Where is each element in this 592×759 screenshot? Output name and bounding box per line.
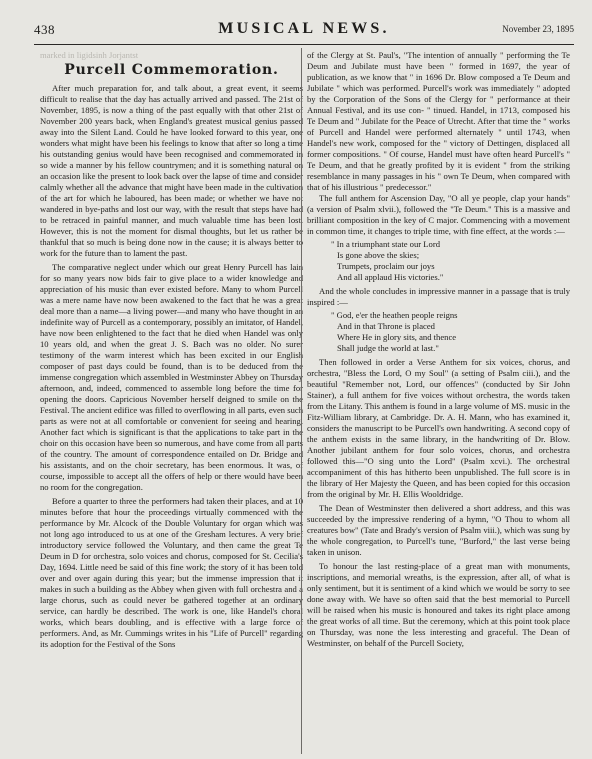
- verse-line: And all applaud His victories.": [337, 272, 444, 282]
- paragraph: Then followed in order a Verse Anthem for six voices, chorus, and orchestra, "Bless the Lord, O my Soul" (a setting of Psalm ciii.), and the beautiful "Remember not, Lord, our offences" (conducted by Sir John Stainer), a full anthem for five voices without orchestra, the words taken from the Litany. This anthem is found in a large volume of MS. music in the Fitz-William library, at Cambridge. Dr. A. H. Mann, who has examined it, considers the manuscript to be Purcell's own handwriting. A second copy of the anthem exists in the same library, in the handwriting of Dr. Blow. Another jubilant anthem for four solo voices, chorus, and orchestra followed this—"O sing unto the Lord" (Psalm xcvi.). The orchestral accompaniment of this has hitherto been unpublished. The full score is in the library of Her Majesty the Queen, and has been copied for this occasion from the original by Mr. H. Ellis Wooldridge.: [307, 357, 570, 499]
- paragraph: Before a quarter to three the performers had taken their places, and at 10 minutes before that hour the proceedings virtually commenced with the performance by Mr. Alcock of the Double Voluntary for organ which was not long ago introduced to us at one of the Gresham lectures. A very brief introductory service followed the Voluntary, and then came the great Te Deum in D for orchestra, solo voices and chorus, composed for St. Cecilia's Day, 1694. Little need be said of this fine work; the story of it has been told over and over again during this year; but the immense impression that it makes in such a building as the Abbey when given with full orchestra and a large chorus, such as could never be gathered together at an ordinary service, can hardly be described. The work is one, like Handel's choral works, which bears doubling, and is effective with a large force of performers. And, as Mr. Cummings writes in his "Life of Purcell" regarding its adoption for the Festival of the Sons: [40, 496, 303, 649]
- right-column: [307, 50, 570, 756]
- paragraph: To honour the last resting-place of a great man with monuments, inscriptions, and memorial wreaths, is the expression, after all, of what is only sentiment, but it is sentiment of a kind which we would be sorry to see done away with. We have so often said that the best memorial to Purcell will be raised when his music is honoured and takes its right place among the great works of all time. But the ceremony, which at this point took place on Thursday, was none the less interesting and graceful. The Dean of Westminster, on behalf of the Purcell Society,: [307, 561, 570, 648]
- paragraph: And the whole concludes in impressive manner in a passage that is truly inspired :—: [307, 286, 570, 307]
- verse-line: " In a triumphant state our Lord: [331, 239, 440, 249]
- verse-line: Is gone above the skies;: [337, 250, 420, 260]
- page-number: 438: [34, 22, 55, 37]
- verse-line: Where He in glory sits, and thence: [337, 332, 457, 342]
- header-rule: [34, 44, 574, 45]
- verse-quote: [331, 239, 570, 283]
- verse-line: " God, e'er the heathen people reigns: [331, 310, 458, 320]
- paragraph: The Dean of Westminster then delivered a short address, and this was succeeded by the impressive rendering of a hymn, "O Thou to whom all creatures bow" (Tate and Brady's version of Psalm viii.), which was sung by the whole congregation, to Purcell's tune, "Burford," the last verse being taken in unison.: [307, 503, 570, 557]
- verse-line: Shall judge the world at last.": [337, 343, 439, 353]
- masthead: MUSICAL NEWS.: [218, 20, 390, 37]
- article-title: Purcell Commemoration.: [64, 62, 279, 78]
- issue-date: November 23, 1895: [502, 24, 574, 34]
- page-header: [34, 20, 574, 40]
- paragraph: After much preparation for, and talk about, a great event, it seems difficult to realise that the day has actually arrived and passed. The 21st of November, 1895, is now a thing of the past equally with that other 21st of November 200 years back, when England's greatest musical genius passed away into the Silent Land. Could he have looked forward to this year, one wonders what might have been his feelings to know that after so long a time his outstanding genius would have been recognised and commemorated in so wide a manner by his fellow countrymen; and it is something natural on an occasion like the present to look back over the lapse of time and consider calmly whether all the advance that might have been made in the cultivation of the art for which he laboured, has been made; or whether we have not wandered in bye-paths and lost our way, with the result that steps have had to be retraced in painful manner, and much valuable time has been lost. However, this is not the moment for dismal thoughts, but let us rather be thankful that so much is being done now in the cause; it is always better to work for the future than to lament the past.: [40, 83, 303, 258]
- paragraph: of the Clergy at St. Paul's, "The intention of annually " performing the Te Deum and Jubilate must have been " formed in 1697, the year of publication, as we know that " in 1696 Dr. Blow composed a Te Deum and Jubilate " which was performed. Purcell's work was immediately " adopted by the Corporation of the Sons of the Clergy for " performance at their Annual Festival, and its use con- " tinued. Handel, in 1713, composed his Te Deum and " Jubilate for the Peace of Utrecht. After that time the " works of Purcell and Handel were performed alternately " until 1743, when Handel's new work, composed for the " victory of Dettingen, displaced all former compositions. " Of course, Handel must have often heard Purcell's " Te Deum, and that he greatly profited by it is evident " from the striking resemblance in many passages in his " own Te Deum, when compared with that of his illustrious " predecessor.": [307, 50, 570, 192]
- verse-quote: [331, 310, 570, 354]
- left-column: [40, 50, 303, 756]
- paragraph: The full anthem for Ascension Day, "O all ye people, clap your hands" (a version of Psalm xlvii.), followed the "Te Deum." This is a massive and brilliant composition in the key of C major. Commencing with a movement in common time, it changes to triple time, with fine effect, at the words :—: [307, 193, 570, 236]
- column-divider: [301, 48, 302, 754]
- verse-line: Trumpets, proclaim our joys: [337, 261, 435, 271]
- paragraph: The comparative neglect under which our great Henry Purcell has lain for so many years now bids fair to give place to a wider knowledge and appreciation of his music than ever existed before. Many to whom Purcell was a mere name have now been awakened to the fact that he was a great deal more than a name—a living power—and many who have thought in an indefinite way of Purcell as a contemporary, possibly an imitator, of Handel, have now been enlightened to the fact that he died when Handel was only 10 years old, and when the great J. S. Bach was no older. No surer testimony of the warm interest which has been excited in our English composer of past days could be found, than is to be deduced from the immense congregation which assembled in Westminster Abbey on Thursday afternoon, and, indeed, commenced to assemble long before the time for opening the doors. Capricious November herself deigned to smile on the Festival. The ancient edifice was filled to overflowing in all parts, even such parts as were not at all comfortable or convenient for seeing and hearing. Another fact which is significant is that the applications to take part in the choir on this occasion have been so numerous, and have come from all parts of the country. The amount of correspondence entailed on Dr. Bridge and his assistants, and on the choir secretary, has been enormous. It was, of course, impossible to accept all the offers of help or there would have been no room for the congregation.: [40, 262, 303, 492]
- bleed-through-text: marked in ligidsinh Jorjantst: [40, 50, 139, 60]
- verse-line: And in that Throne is placed: [337, 321, 435, 331]
